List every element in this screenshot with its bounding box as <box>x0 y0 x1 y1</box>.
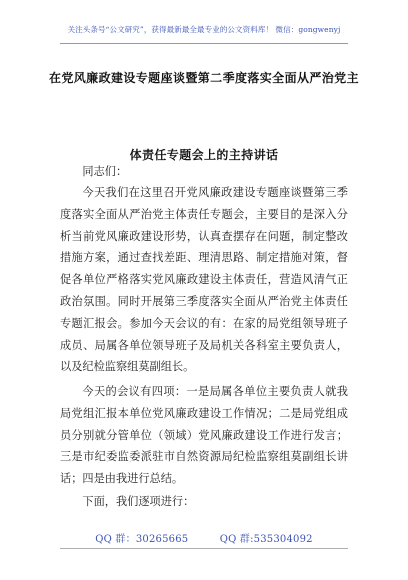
body-paragraph-1 <box>60 182 348 378</box>
footer <box>0 530 408 545</box>
body-paragraph-3 <box>60 491 348 513</box>
paragraph-text: 今天我们在这里召开党风廉政建设专题座谈暨第三季度落实全面从严治党主体责任专题会，主要目的是深入分析当前党风廉政建设形势，认真查摆存在问题，制定整改措施方案，通过查找差距、理清思路、制定措施对策，督促各单位严格落实党风廉政建设主体责任，营造风清气正政治氛围。同时开展第三季度落实全面从严治党主体责任专题汇报会。参加今天会议的有：在家的局党组领导班子成员、局属各单位领导班子及局机关各科室主要负责人，以及纪检监察组莫副组长。 <box>60 186 348 374</box>
header-note: 关注头条号“公文研究”，获得最新最全最专业的公文资料库！ 微信：gongwenyj <box>67 25 341 34</box>
footer-divider <box>60 548 348 549</box>
footer-qq-group-2: QQ 群:535304092 <box>219 534 313 545</box>
greeting-text: 同志们： <box>82 165 128 178</box>
paragraph-text: 下面，我们逐项进行： <box>82 495 195 508</box>
paragraph-text: 今天的会议有四项：一是局属各单位主要负责人就我局党组汇报本单位党风廉政建设工作情况；二是局党组成员分别就分管单位（领域）党风廉政建设工作进行发言；三是市纪委监委派驻市自然资源局纪检监察组莫副组长讲话；四是由我进行总结。 <box>60 385 348 486</box>
document-title-line-1: 在党风廉政建设专题座谈暨第二季度落实全面从严治党主 <box>48 71 359 85</box>
header-divider <box>60 43 348 44</box>
greeting <box>60 161 348 183</box>
footer-qq-group-1: QQ 群：30265665 <box>95 534 189 545</box>
body-paragraph-2 <box>60 381 348 490</box>
document-title-line-2: 体责任专题会上的主持讲话 <box>129 148 279 162</box>
